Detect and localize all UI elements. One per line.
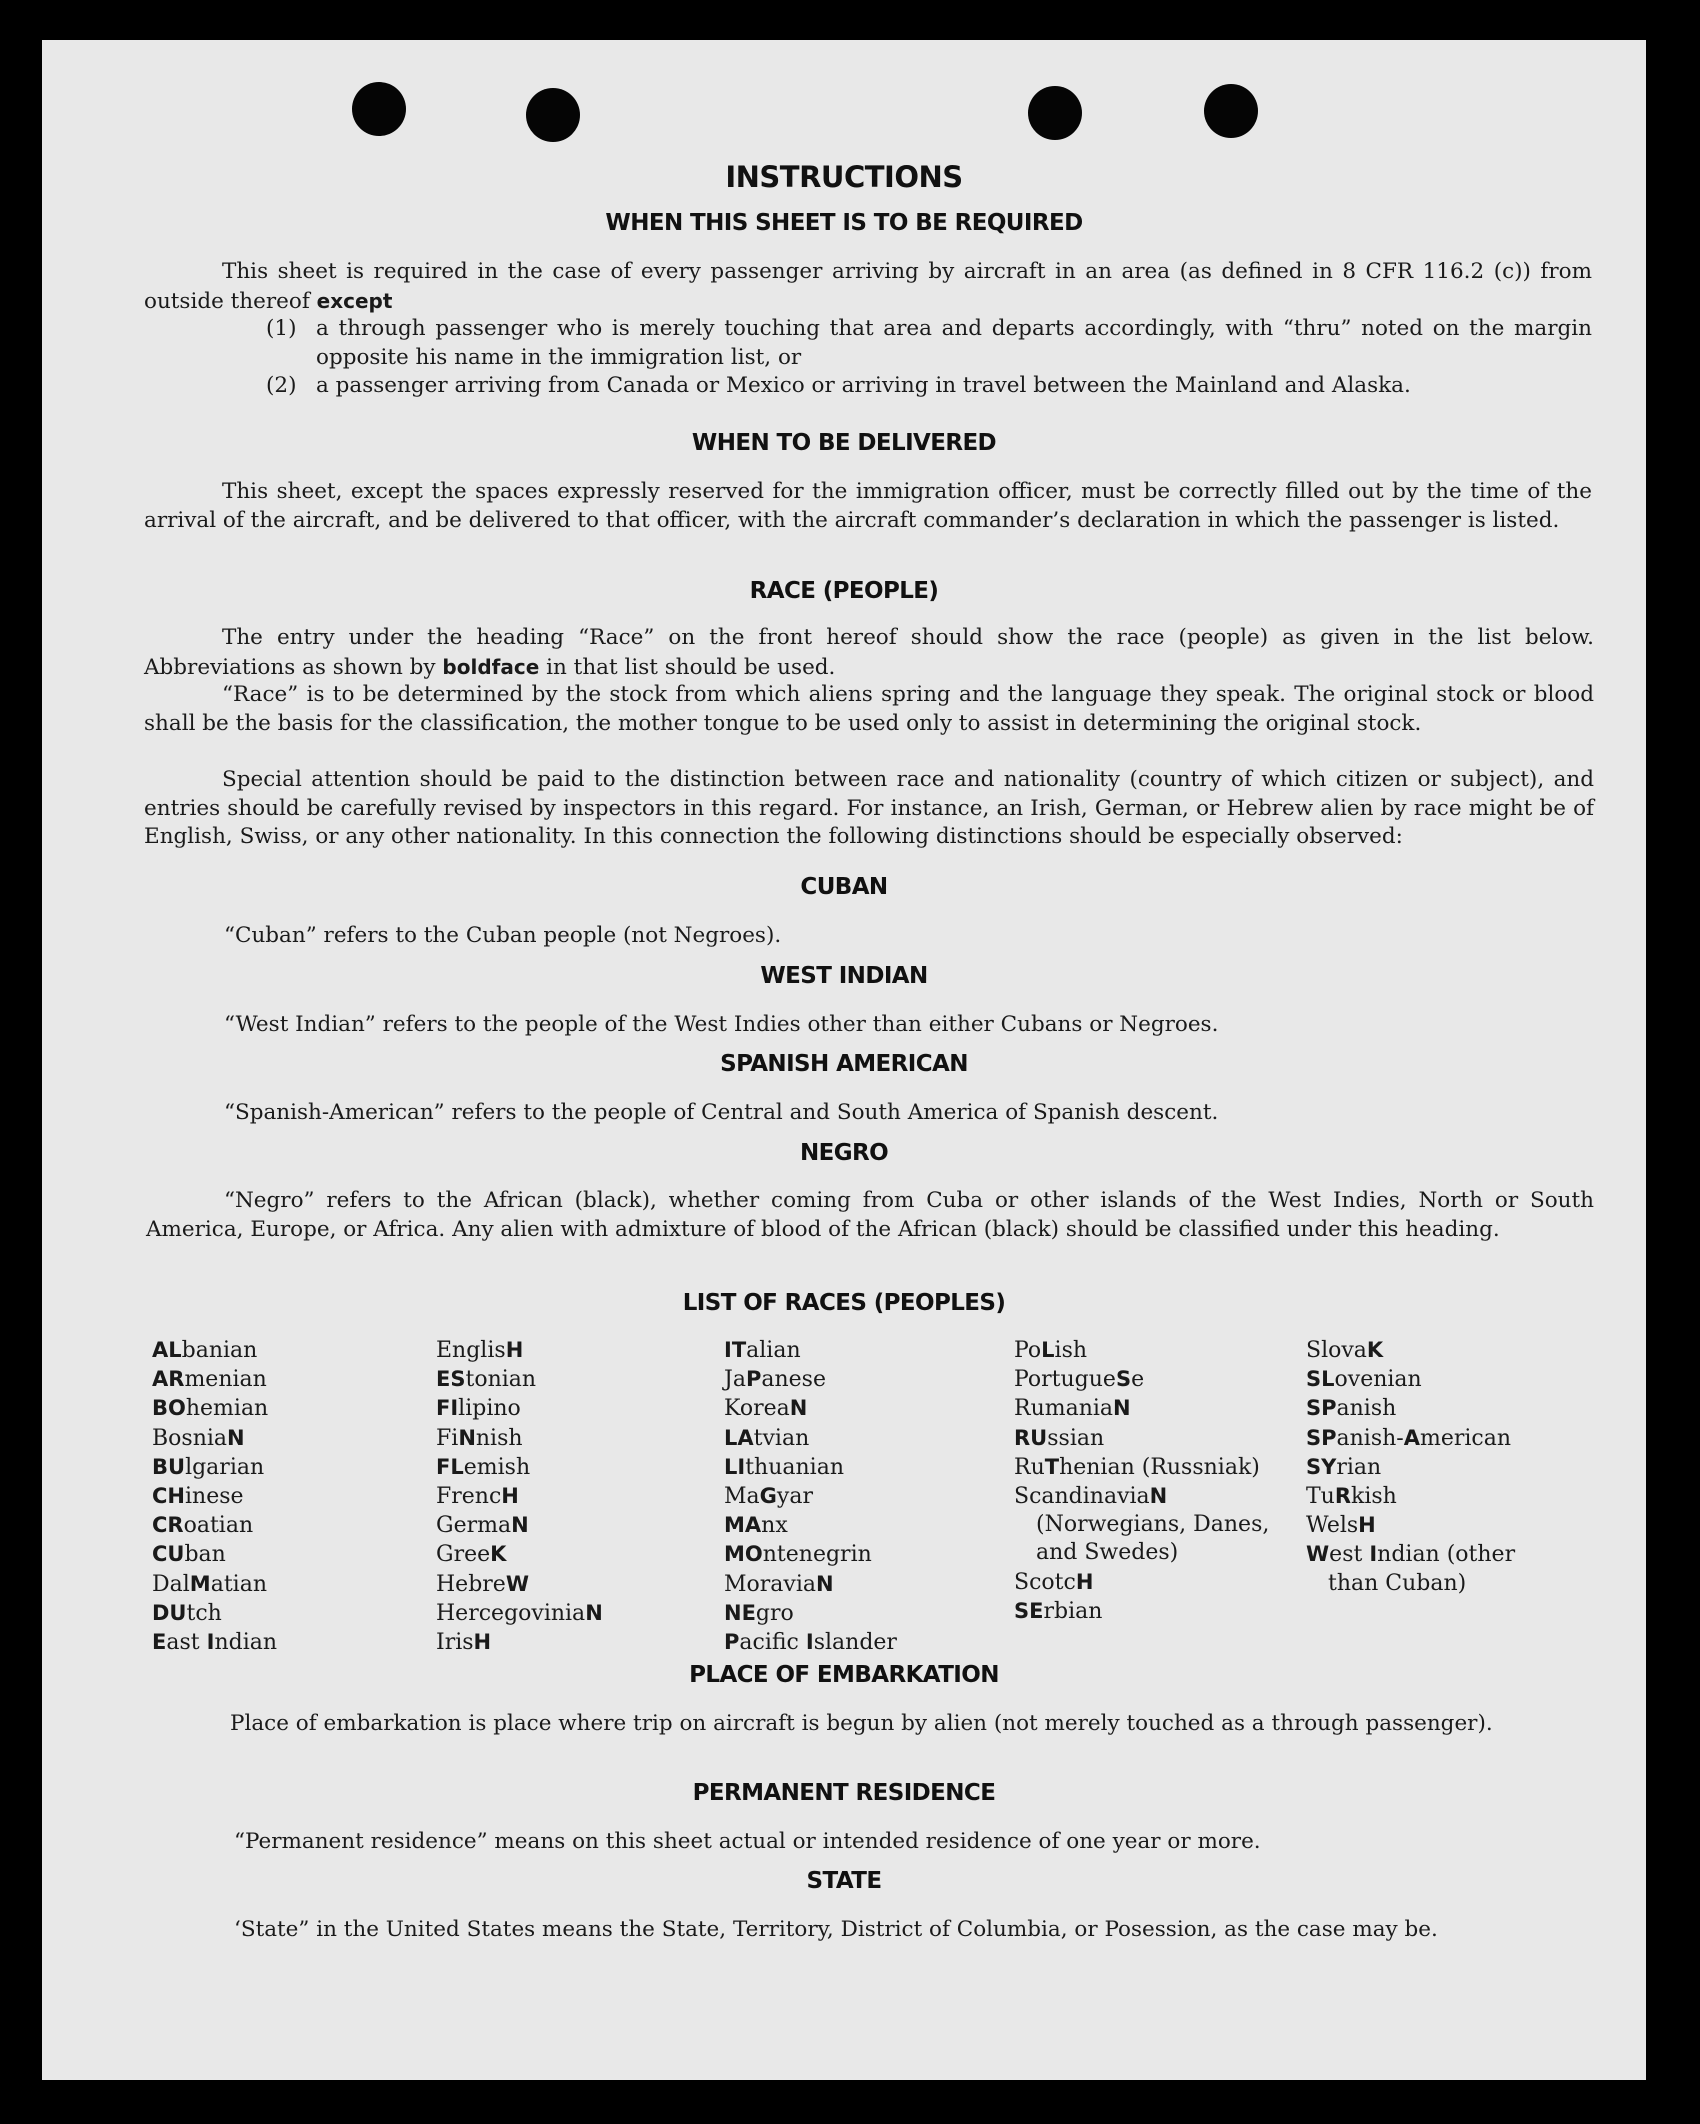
race-entry: BosniaN — [152, 1425, 245, 1451]
section-heading-state: STATE — [806, 1868, 882, 1894]
section-heading-residence: PERMANENT RESIDENCE — [692, 1780, 996, 1806]
punch-hole — [526, 88, 580, 142]
race-entry: ScotcH — [1014, 1569, 1094, 1595]
page-title: INSTRUCTIONS — [725, 160, 963, 194]
race-entry: RumaniaN — [1014, 1396, 1131, 1422]
race-entry: NEgro — [724, 1600, 794, 1626]
required-intro: This sheet is required in the case of every passenger arriving by aircraft in an area (as defined in 8 CFR 116.2 (c)) from outside thereof except — [144, 259, 1592, 314]
document-sheet — [42, 40, 1646, 2080]
race-entry: CHinese — [152, 1484, 244, 1510]
state-text: ‘State” in the United States means the State, Territory, District of Columbia, or Posession, as the case may be. — [234, 1917, 1438, 1942]
race-entry: WelsH — [1306, 1513, 1376, 1539]
race-entry: EnglisH — [436, 1338, 524, 1363]
race-entry: FIlipino — [436, 1396, 521, 1422]
race-entry: DalMatian — [152, 1571, 267, 1597]
race-entry: BOhemian — [152, 1396, 269, 1422]
race-entry: CUban — [152, 1542, 226, 1568]
races-column-4 — [1014, 1336, 1276, 1626]
race-paragraph-3: Special attention should be paid to the distinction between race and nationality (country of which citizen or subject), and entries should be carefully revised by inspectors in this regard. For instance, an Irish, German, or Hebrew alien by race might be of English, Swiss, or any other nationality. In this connection the following distinctions should be especially observed: — [144, 767, 1594, 849]
race-entry: SPanish — [1306, 1396, 1397, 1422]
race-entry: FrencH — [436, 1484, 519, 1510]
races-column-3 — [724, 1336, 994, 1657]
race-entry: JaPanese — [724, 1367, 826, 1393]
race-entry: SPanish-American — [1306, 1425, 1512, 1451]
section-heading-west-indian: WEST INDIAN — [760, 963, 928, 989]
required-item-1: (1) a through passenger who is merely touching that area and departs accordingly, with “thru” noted on the margin opposite his name in the immigration list, or — [266, 316, 1592, 370]
race-entry: ARmenian — [152, 1367, 267, 1393]
race-entry: MoraviaN — [724, 1571, 834, 1597]
section-heading-cuban: CUBAN — [800, 874, 888, 900]
race-entry: GermaN — [436, 1513, 529, 1539]
negro-text: “Negro” refers to the African (black), whether coming from Cuba or other islands of the West Indies, North or South America, Europe, or Africa. Any alien with admixture of blood of the African (black) should be classified under this heading. — [146, 1188, 1594, 1242]
race-entry: Pacific Islander — [724, 1630, 897, 1656]
race-entry: East Indian — [152, 1630, 278, 1656]
race-entry: LIthuanian — [724, 1454, 844, 1480]
punch-hole — [1204, 84, 1258, 138]
delivered-text: This sheet, except the spaces expressly reserved for the immigration officer, must be correctly filled out by the time of the arrival of the aircraft, and be delivered to that officer, with the aircraft commander’s declaration in which the passenger is listed. — [144, 479, 1592, 533]
punch-hole — [1028, 86, 1082, 140]
race-entry: KoreaN — [724, 1396, 808, 1422]
section-heading-delivered: WHEN TO BE DELIVERED — [691, 430, 997, 456]
race-entry: PortugueSe — [1014, 1367, 1145, 1393]
spanish-american-text: “Spanish-American” refers to the people of Central and South America of Spanish descent. — [224, 1100, 1219, 1125]
cuban-text: “Cuban” refers to the Cuban people (not Negroes). — [224, 923, 782, 948]
race-entry: EStonian — [436, 1367, 537, 1393]
race-paragraph-2: “Race” is to be determined by the stock from which aliens spring and the language they speak. The original stock or blood shall be the basis for the classification, the mother tongue to be used only to assist in determining the original stock. — [144, 682, 1594, 736]
race-entry: HercegoviniaN — [436, 1600, 603, 1626]
section-heading-spanish-american: SPANISH AMERICAN — [720, 1051, 968, 1077]
race-entry: SYrian — [1306, 1454, 1382, 1480]
race-entry: ALbanian — [152, 1338, 258, 1363]
race-entry: RuThenian (Russniak) — [1014, 1454, 1260, 1480]
race-entry: BUlgarian — [152, 1454, 265, 1480]
race-entry: MAnx — [724, 1513, 788, 1539]
section-heading-embarkation: PLACE OF EMBARKATION — [689, 1662, 999, 1688]
race-entry: FLemish — [436, 1454, 531, 1480]
race-entry: FiNnish — [436, 1425, 523, 1451]
race-entry: RUssian — [1014, 1425, 1105, 1451]
races-column-5 — [1306, 1336, 1566, 1598]
races-column-1 — [152, 1336, 422, 1657]
residence-text: “Permanent residence” means on this sheet actual or intended residence of one year or more. — [234, 1829, 1261, 1854]
punch-hole — [352, 82, 406, 136]
race-entry: SErbian — [1014, 1598, 1103, 1624]
race-entry: SLovenian — [1306, 1367, 1422, 1393]
section-heading-required: WHEN THIS SHEET IS TO BE REQUIRED — [605, 210, 1083, 236]
race-entry: SlovaK — [1306, 1338, 1384, 1363]
race-entry: West Indian (other than Cuban) — [1306, 1542, 1516, 1596]
race-entry: PoLish — [1014, 1338, 1088, 1363]
race-entry: LAtvian — [724, 1425, 810, 1451]
section-heading-negro: NEGRO — [799, 1140, 889, 1166]
race-entry: ScandinaviaN (Norwegians, Danes, and Swedes) — [1014, 1484, 1270, 1566]
race-entry: CRoatian — [152, 1513, 254, 1539]
race-entry: TuRkish — [1306, 1484, 1397, 1510]
race-entry: MOntenegrin — [724, 1542, 872, 1568]
races-column-2 — [436, 1336, 706, 1657]
race-entry: IrisH — [436, 1630, 492, 1656]
race-entry: DUtch — [152, 1600, 222, 1626]
race-entry: HebreW — [436, 1571, 529, 1597]
section-heading-race: RACE (PEOPLE) — [749, 578, 939, 604]
required-item-2: (2) a passenger arriving from Canada or Mexico or arriving in travel between the Mainland and Alaska. — [266, 373, 1411, 398]
race-entry: MaGyar — [724, 1484, 813, 1510]
race-entry: GreeK — [436, 1542, 507, 1568]
race-paragraph-1: The entry under the heading “Race” on the front hereof should show the race (people) as given in the list below. Abbreviations as shown by boldface in that list should be used. — [144, 625, 1594, 680]
section-heading-list-of-races: LIST OF RACES (PEOPLES) — [682, 1290, 1006, 1316]
embarkation-text: Place of embarkation is place where trip on aircraft is begun by alien (not merely touched as a through passenger). — [230, 1711, 1493, 1736]
west-indian-text: “West Indian” refers to the people of the West Indies other than either Cubans or Negroes. — [224, 1012, 1219, 1037]
race-entry: ITalian — [724, 1338, 801, 1363]
